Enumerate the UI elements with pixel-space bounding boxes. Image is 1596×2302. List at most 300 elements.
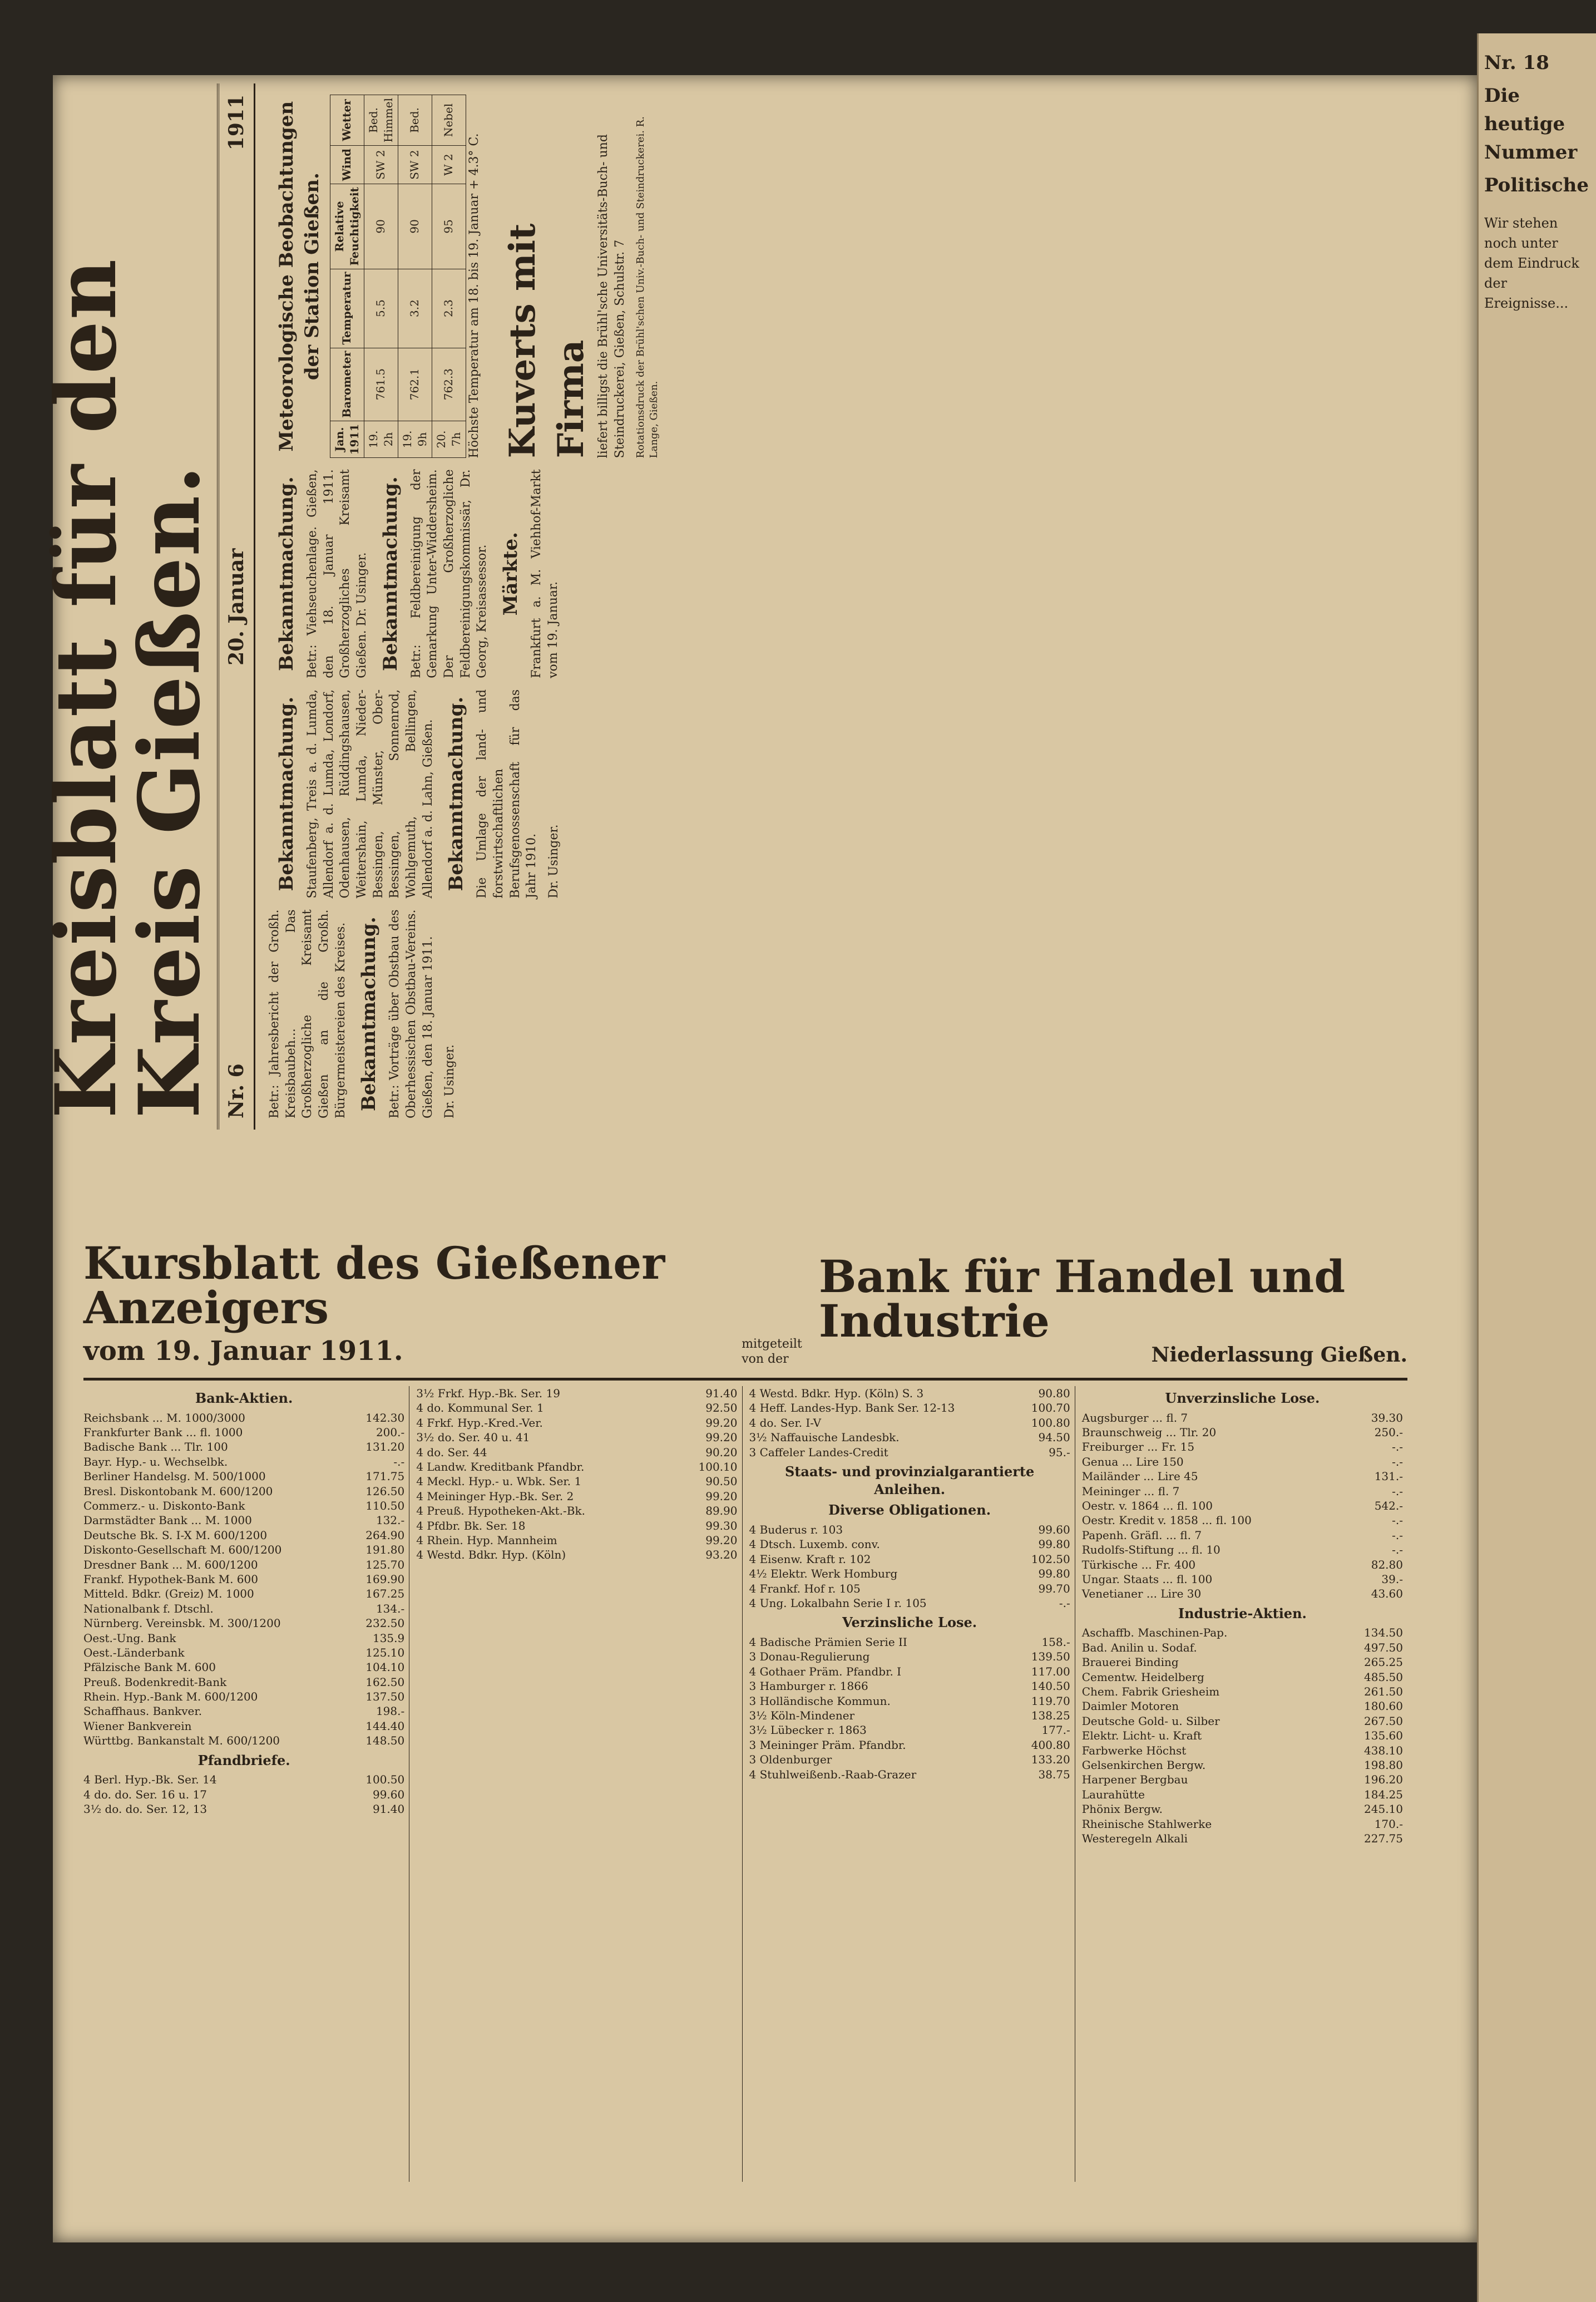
quote-row xyxy=(749,1552,1070,1566)
quote-value: 170.- xyxy=(1374,1817,1403,1831)
quote-value: 264.90 xyxy=(365,1528,405,1542)
column-3-body1: Betr.: Viehseuchenlage. Gießen, den 18. Januar 1911. Großherzogliches Kreisamt Gießen. Dr. Usinger. xyxy=(305,469,369,678)
quote-row xyxy=(416,1533,737,1547)
ad-headline: Kuverts mit Firma xyxy=(502,223,592,459)
quote-row xyxy=(749,1430,1070,1445)
quote-row xyxy=(1082,1817,1403,1831)
quote-row xyxy=(1082,1728,1403,1743)
meteo-header-cell: Barometer xyxy=(330,348,364,421)
quote-row xyxy=(749,1767,1070,1782)
adjacent-body: Wir stehen noch unter dem Eindruck der Ereignisse... xyxy=(1484,215,1579,311)
quote-value: 38.75 xyxy=(1038,1767,1070,1781)
quote-name: 4 Frkf. Hyp.-Kred.-Ver. xyxy=(416,1416,543,1429)
column-2-body2: Die Umlage der land- und forstwirtschaftlichen Berufsgenossenschaft für das Jahr 1910. xyxy=(475,689,539,899)
quote-value: 135.9 xyxy=(372,1631,405,1645)
quote-value: 99.20 xyxy=(705,1416,738,1429)
quote-name: Berliner Handelsg. M. 500/1000 xyxy=(83,1470,266,1483)
quote-row xyxy=(83,1586,404,1601)
quote-name: 4 do. do. Ser. 16 u. 17 xyxy=(83,1787,207,1801)
quote-name: Elektr. Licht- u. Kraft xyxy=(1081,1729,1202,1743)
quote-name: Wiener Bankverein xyxy=(83,1719,192,1733)
pfandbriefe-list xyxy=(83,1772,404,1816)
quote-name: Türkische ... Fr. 400 xyxy=(1081,1557,1196,1571)
kursblatt-branch: Niederlassung Gießen. xyxy=(1151,1343,1407,1367)
column-1-signature: Dr. Usinger. xyxy=(443,1044,457,1118)
column-2-heading2: Bekanntmachung. xyxy=(445,696,468,891)
kursblatt-mitgeteilt: mitgeteilt von der xyxy=(742,1337,802,1366)
quote-name: 3½ Frkf. Hyp.-Bk. Ser. 19 xyxy=(416,1387,560,1400)
verzinsliche-list xyxy=(749,1635,1070,1782)
quote-name: 4 do. Ser. 44 xyxy=(416,1445,487,1459)
quote-name: 3½ do. do. Ser. 12, 13 xyxy=(83,1802,207,1816)
quote-name: Darmstädter Bank ... M. 1000 xyxy=(83,1514,252,1527)
quote-value: 142.30 xyxy=(365,1411,405,1424)
quote-name: Oest.-Länderbank xyxy=(83,1645,185,1659)
column-1 xyxy=(266,909,661,1118)
meteo-cell: SW 2 xyxy=(398,145,432,184)
issue-number: Nr. 6 xyxy=(225,1063,248,1118)
quote-row xyxy=(1082,1787,1403,1802)
quote-row xyxy=(1082,1425,1403,1440)
quote-row xyxy=(1082,1469,1403,1483)
meteo-header-cell: Jan. 1911 xyxy=(330,421,364,458)
quote-name: 4 Rhein. Hyp. Mannheim xyxy=(416,1533,557,1547)
quote-row xyxy=(1082,1831,1403,1846)
kursblatt-grid xyxy=(83,1386,1407,2182)
quote-row xyxy=(1082,1484,1403,1498)
meteo-cell: SW 2 xyxy=(364,145,398,184)
quote-row xyxy=(416,1504,737,1518)
kreisblatt-rotated xyxy=(37,83,1407,1130)
quote-row xyxy=(749,1566,1070,1581)
quote-name: Freiburger ... Fr. 15 xyxy=(1081,1440,1195,1454)
quote-name: 4 Eisenw. Kraft r. 102 xyxy=(749,1552,871,1566)
quote-name: Schaffhaus. Bankver. xyxy=(83,1704,202,1718)
quote-value: 134.50 xyxy=(1364,1626,1403,1640)
quote-name: Diskonto-Gesellschaft M. 600/1200 xyxy=(83,1543,282,1557)
pfandbriefe-title: Pfandbriefe. xyxy=(197,1752,290,1768)
quote-name: Ungar. Staats ... fl. 100 xyxy=(1081,1572,1213,1586)
market-heading: Märkte. xyxy=(499,531,522,616)
quote-value: -.- xyxy=(1392,1440,1403,1454)
quote-value: 265.25 xyxy=(1364,1655,1403,1669)
kurs-col-2 xyxy=(416,1386,742,2182)
quote-value: 100.10 xyxy=(698,1460,738,1473)
quote-row xyxy=(83,1440,404,1454)
column-1-intro: Betr.: Jahresbericht der Großh. Kreisbaubeh... Das Großherzogliche Kreisamt Gießen an die Großh. Bürgermeistereien des Kreises. xyxy=(268,909,348,1118)
quote-row xyxy=(83,1425,404,1440)
quote-value: 139.50 xyxy=(1031,1650,1070,1664)
quote-name: 4 Preuß. Hypotheken-Akt.-Bk. xyxy=(416,1504,585,1518)
diverse-title: Diverse Obligationen. xyxy=(828,1502,991,1519)
quote-name: Gelsenkirchen Bergw. xyxy=(1081,1758,1206,1772)
quote-value: 110.50 xyxy=(365,1499,405,1513)
quote-value: 91.40 xyxy=(372,1802,405,1816)
quote-value: 135.60 xyxy=(1364,1729,1403,1743)
quote-name: 4 Berl. Hyp.-Bk. Ser. 14 xyxy=(83,1773,217,1787)
quote-row xyxy=(83,1411,404,1425)
ad-text: liefert billigst die Brühl'sche Universitäts-Buch- und Steindruckerei, Gießen, Schulstr. 7 xyxy=(596,134,627,459)
quote-name: 3½ Lübecker r. 1863 xyxy=(749,1723,867,1737)
quote-value: 196.20 xyxy=(1364,1773,1403,1787)
quote-name: Bad. Anilin u. Sodaf. xyxy=(1081,1640,1197,1654)
quote-value: 167.25 xyxy=(365,1587,405,1601)
quote-value: 261.50 xyxy=(1364,1684,1403,1698)
quote-name: Harpener Bergbau xyxy=(1081,1773,1188,1787)
quote-name: Pfälzische Bank M. 600 xyxy=(83,1660,216,1674)
quote-value: 99.20 xyxy=(705,1533,738,1547)
quote-row xyxy=(749,1522,1070,1537)
quote-value: -.- xyxy=(1392,1484,1403,1498)
meteo-cell: 3.2 xyxy=(398,269,432,348)
meteo-cell: Nebel xyxy=(432,95,466,145)
quote-row xyxy=(1082,1557,1403,1572)
quote-row xyxy=(1082,1802,1403,1816)
quote-value: 100.50 xyxy=(365,1773,405,1787)
meteo-cell: 761.5 xyxy=(364,348,398,421)
quote-name: Augsburger ... fl. 7 xyxy=(1081,1411,1188,1424)
quote-row xyxy=(1082,1411,1403,1425)
quote-value: 180.60 xyxy=(1364,1699,1403,1713)
meteo-header-cell: Relative Feuchtigkeit xyxy=(330,184,364,269)
kurs-col-3 xyxy=(749,1386,1075,2182)
quote-name: 4 Westd. Bdkr. Hyp. (Köln) xyxy=(416,1548,566,1562)
quote-row xyxy=(1082,1455,1403,1469)
quote-name: 4½ Elektr. Werk Homburg xyxy=(749,1567,898,1581)
quote-value: 144.40 xyxy=(365,1719,405,1733)
quote-row xyxy=(749,1416,1070,1430)
quote-value: 119.70 xyxy=(1031,1694,1070,1708)
quote-row xyxy=(416,1547,737,1562)
industrie-title: Industrie-Aktien. xyxy=(1178,1605,1307,1621)
quote-value: 250.- xyxy=(1374,1426,1403,1440)
quote-value: 133.20 xyxy=(1031,1753,1070,1767)
quote-name: 4 do. Kommunal Ser. 1 xyxy=(416,1401,544,1415)
masthead-title: Kreisblatt für den Kreis Gießen. xyxy=(37,258,219,1118)
kursblatt-bank: Bank für Handel und Industrie xyxy=(818,1250,1346,1347)
quote-row xyxy=(1082,1498,1403,1513)
quote-name: Deutsche Gold- u. Silber xyxy=(1081,1714,1220,1728)
unverzinsliche-title: Unverzinsliche Lose. xyxy=(1165,1390,1320,1406)
quote-name: Bresl. Diskontobank M. 600/1200 xyxy=(83,1484,273,1498)
quote-value: 191.80 xyxy=(365,1543,405,1557)
quote-row xyxy=(83,1802,404,1816)
quote-row xyxy=(1082,1640,1403,1655)
quote-row xyxy=(749,1401,1070,1415)
quote-row xyxy=(83,1484,404,1498)
quote-value: 99.20 xyxy=(705,1489,738,1503)
quote-row xyxy=(416,1430,737,1445)
quote-value: 95.- xyxy=(1049,1445,1070,1459)
quote-row xyxy=(749,1596,1070,1610)
quote-value: 171.75 xyxy=(365,1470,405,1483)
quote-row xyxy=(749,1679,1070,1693)
quote-name: 4 Meckl. Hyp.- u. Wbk. Ser. 1 xyxy=(416,1475,582,1488)
kursblatt-date: vom 19. Januar 1911. xyxy=(83,1335,403,1367)
quote-value: 131.20 xyxy=(365,1440,405,1454)
quote-row xyxy=(1082,1699,1403,1713)
quote-row xyxy=(83,1528,404,1542)
quote-value: 89.90 xyxy=(705,1504,738,1518)
quote-value: 99.80 xyxy=(1038,1537,1070,1551)
quote-row xyxy=(749,1723,1070,1737)
quote-value: 82.80 xyxy=(1371,1557,1403,1571)
quote-name: 4 Frankf. Hof r. 105 xyxy=(749,1581,861,1595)
quote-row xyxy=(83,1675,404,1689)
quote-row xyxy=(1082,1758,1403,1772)
quote-value: 438.10 xyxy=(1364,1743,1403,1757)
quote-name: Papenh. Gräfl. ... fl. 7 xyxy=(1081,1528,1202,1542)
quote-row xyxy=(416,1386,737,1401)
quote-row xyxy=(416,1519,737,1533)
quote-name: Venetianer ... Lire 30 xyxy=(1081,1587,1202,1601)
issue-year: 1911 xyxy=(225,95,248,151)
industrie-list xyxy=(1082,1625,1403,1846)
quote-name: Chem. Fabrik Griesheim xyxy=(1081,1684,1220,1698)
quote-name: Preuß. Bodenkredit-Bank xyxy=(83,1675,227,1689)
meteo-row xyxy=(364,95,398,457)
quote-row xyxy=(1082,1528,1403,1542)
quote-value: -.- xyxy=(1059,1596,1070,1610)
meteo-cell: 762.3 xyxy=(432,348,466,421)
quote-value: 104.10 xyxy=(365,1660,405,1674)
quote-name: Dresdner Bank ... M. 600/1200 xyxy=(83,1557,258,1571)
quote-row xyxy=(749,1664,1070,1679)
adjacent-page-text xyxy=(1479,33,1596,338)
quote-name: Frankf. Hypothek-Bank M. 600 xyxy=(83,1572,258,1586)
quote-value: 39.- xyxy=(1381,1572,1403,1586)
quote-value: 198.- xyxy=(375,1704,405,1718)
quote-name: Frankfurter Bank ... fl. 1000 xyxy=(83,1426,243,1440)
quote-row xyxy=(83,1572,404,1586)
quote-name: Badische Bank ... Tlr. 100 xyxy=(83,1440,228,1454)
quote-row xyxy=(1082,1542,1403,1557)
quote-row xyxy=(83,1772,404,1787)
quote-row xyxy=(749,1537,1070,1551)
quote-name: Westeregeln Alkali xyxy=(1081,1831,1188,1845)
column-3-body2: Betr.: Feldbereinigung der Gemarkung Unter-Widdersheim. Der Großherzogliche Feldbereinigungskommissär, Dr. Georg, Kreisassessor. xyxy=(409,469,490,678)
quote-row xyxy=(749,1386,1070,1401)
quote-row xyxy=(749,1708,1070,1723)
quote-row xyxy=(416,1401,737,1415)
quote-name: 3½ Naffauische Landesbk. xyxy=(749,1431,900,1445)
quote-value: 148.50 xyxy=(365,1734,405,1748)
quote-name: Brauerei Binding xyxy=(1081,1655,1179,1669)
quote-name: 4 Buderus r. 103 xyxy=(749,1522,843,1536)
quote-name: 3 Caffeler Landes-Credit xyxy=(749,1445,888,1459)
quote-row xyxy=(416,1474,737,1488)
quote-value: 497.50 xyxy=(1364,1640,1403,1654)
masthead xyxy=(37,83,219,1130)
quote-value: 227.75 xyxy=(1364,1831,1403,1845)
quote-value: 184.25 xyxy=(1364,1787,1403,1801)
quote-row xyxy=(749,1581,1070,1596)
quote-name: 3 Donau-Regulierung xyxy=(749,1650,870,1664)
quote-value: 125.10 xyxy=(365,1645,405,1659)
quote-row xyxy=(749,1649,1070,1664)
issue-date: 20. Januar xyxy=(225,548,248,666)
printer-line: Rotationsdruck der Brühl'schen Univ.-Buch- und Steindruckerei. R. Lange, Gießen. xyxy=(634,116,660,459)
quote-value: 158.- xyxy=(1041,1635,1070,1649)
kreisblatt-section xyxy=(37,83,1407,1130)
quote-row xyxy=(83,1498,404,1513)
column-2-heading: Bekanntmachung. xyxy=(275,696,298,891)
dateline xyxy=(219,83,255,1130)
quote-name: 4 Heff. Landes-Hyp. Bank Ser. 12-13 xyxy=(749,1401,955,1415)
quote-value: 140.50 xyxy=(1031,1679,1070,1693)
column-3-heading2: Bekanntmachung. xyxy=(379,476,402,671)
quote-row xyxy=(1082,1684,1403,1699)
quote-value: 125.70 xyxy=(365,1557,405,1571)
quote-name: Mailänder ... Lire 45 xyxy=(1081,1470,1198,1483)
quote-name: Mitteld. Bdkr. (Greiz) M. 1000 xyxy=(83,1587,254,1601)
quote-name: 3½ Köln-Mindener xyxy=(749,1708,855,1722)
quote-row xyxy=(83,1704,404,1718)
quote-row xyxy=(83,1645,404,1660)
quote-row xyxy=(416,1445,737,1460)
column-2-signature: Dr. Usinger. xyxy=(547,824,561,899)
meteo-header-cell: Wind xyxy=(330,145,364,184)
quote-row xyxy=(749,1738,1070,1752)
quote-value: 102.50 xyxy=(1031,1552,1070,1566)
meteo-note: Höchste Temperatur am 18. bis 19. Januar + 4.3° C. xyxy=(467,133,481,459)
quote-name: 3 Oldenburger xyxy=(749,1753,832,1767)
quote-name: Farbwerke Höchst xyxy=(1081,1743,1187,1757)
quote-value: 138.25 xyxy=(1031,1708,1070,1722)
quote-name: Württbg. Bankanstalt M. 600/1200 xyxy=(83,1734,280,1748)
meteo-cell: 20. 7h xyxy=(432,421,466,458)
quote-row xyxy=(749,1445,1070,1460)
quote-value: 99.70 xyxy=(1038,1581,1070,1595)
quote-value: 99.60 xyxy=(372,1787,405,1801)
market-body: Frankfurt a. M. Viehhof-Markt vom 19. Januar. xyxy=(529,469,560,678)
meteo-cell: W 2 xyxy=(432,145,466,184)
quote-row xyxy=(416,1460,737,1474)
kursblatt xyxy=(83,1237,1407,2220)
column-1-body: Betr.: Vorträge über Obstbau des Oberhessischen Obstbau-Vereins. Gießen, den 18. Januar 1911. xyxy=(388,909,435,1118)
quote-value: 177.- xyxy=(1041,1723,1070,1737)
quote-row xyxy=(749,1635,1070,1649)
quote-row xyxy=(1082,1655,1403,1669)
meteo-cell: 19. 2h xyxy=(364,421,398,458)
quote-value: 267.50 xyxy=(1364,1714,1403,1728)
quote-name: 4 Westd. Bdkr. Hyp. (Köln) S. 3 xyxy=(749,1387,924,1400)
quote-row xyxy=(1082,1513,1403,1527)
quote-value: 90.50 xyxy=(705,1475,738,1488)
quote-name: 4 Dtsch. Luxemb. conv. xyxy=(749,1537,880,1551)
quote-value: 94.50 xyxy=(1038,1431,1070,1445)
quote-name: 4 Meininger Hyp.-Bk. Ser. 2 xyxy=(416,1489,574,1503)
quote-name: Laurahütte xyxy=(1081,1787,1145,1801)
quote-value: -.- xyxy=(1392,1455,1403,1468)
quote-value: 198.80 xyxy=(1364,1758,1403,1772)
quote-value: -.- xyxy=(393,1455,405,1468)
quote-value: 99.60 xyxy=(1038,1522,1070,1536)
quote-value: 126.50 xyxy=(365,1484,405,1498)
meteo-row xyxy=(432,95,466,457)
meteo-header-cell: Wetter xyxy=(330,95,364,145)
quote-value: 99.30 xyxy=(705,1519,738,1532)
quote-value: 200.- xyxy=(375,1426,405,1440)
quote-value: 162.50 xyxy=(365,1675,405,1689)
quote-value: 485.50 xyxy=(1364,1670,1403,1684)
quote-row xyxy=(83,1631,404,1645)
quote-name: Oest.-Ung. Bank xyxy=(83,1631,176,1645)
meteo-cell: 90 xyxy=(364,184,398,269)
quote-name: Daimler Motoren xyxy=(1081,1699,1179,1713)
quote-name: 4 do. Ser. I-V xyxy=(749,1416,822,1429)
bank-aktien-title: Bank-Aktien. xyxy=(195,1390,293,1406)
column-2 xyxy=(266,689,661,899)
quote-name: Meininger ... fl. 7 xyxy=(1081,1484,1180,1498)
quote-value: 100.80 xyxy=(1031,1416,1070,1429)
meteo-cell: 762.1 xyxy=(398,348,432,421)
quote-row xyxy=(1082,1670,1403,1684)
quote-row xyxy=(416,1489,737,1504)
quote-value: 117.00 xyxy=(1031,1664,1070,1678)
quote-row xyxy=(416,1416,737,1430)
bank-aktien-list xyxy=(83,1411,404,1748)
quote-value: 131.- xyxy=(1374,1470,1403,1483)
quote-name: Cementw. Heidelberg xyxy=(1081,1670,1204,1684)
quote-value: 99.20 xyxy=(705,1431,738,1445)
quote-value: 39.30 xyxy=(1371,1411,1403,1424)
quote-name: Oestr. Kredit v. 1858 ... fl. 100 xyxy=(1081,1514,1252,1527)
kurs-col-1 xyxy=(83,1386,409,2182)
verzinsliche-title: Verzinsliche Lose. xyxy=(842,1614,977,1631)
quote-name: Rhein. Hyp.-Bank M. 600/1200 xyxy=(83,1690,258,1704)
kurs-col-4 xyxy=(1082,1386,1407,2182)
quote-row xyxy=(83,1455,404,1469)
quote-value: 542.- xyxy=(1374,1499,1403,1513)
quote-name: Rheinische Stahlwerke xyxy=(1081,1817,1212,1831)
adjacent-heading: Die heutige Nummer xyxy=(1484,85,1578,164)
diverse-list xyxy=(749,1522,1070,1610)
quote-name: 4 Landw. Kreditbank Pfandbr. xyxy=(416,1460,585,1473)
adjacent-number: Nr. 18 xyxy=(1484,52,1549,74)
quote-name: 3½ do. Ser. 40 u. 41 xyxy=(416,1431,530,1445)
quote-name: 4 Gothaer Präm. Pfandbr. I xyxy=(749,1664,902,1678)
quote-value: 92.50 xyxy=(705,1401,738,1415)
quote-name: Nürnberg. Vereinsbk. M. 300/1200 xyxy=(83,1616,281,1630)
quote-name: Phönix Bergw. xyxy=(1081,1802,1163,1816)
unverzinsliche-list xyxy=(1082,1411,1403,1601)
quote-name: Nationalbank f. Dtschl. xyxy=(83,1601,214,1615)
quote-name: Oestr. v. 1864 ... fl. 100 xyxy=(1081,1499,1213,1513)
adjacent-section: Politische xyxy=(1484,174,1589,196)
quote-row xyxy=(1082,1572,1403,1586)
quote-row xyxy=(83,1601,404,1616)
quote-value: 137.50 xyxy=(365,1690,405,1704)
column-3 xyxy=(266,469,661,678)
column-3-heading1: Bekanntmachung. xyxy=(275,476,298,671)
quote-row xyxy=(1082,1743,1403,1758)
quote-value: 400.80 xyxy=(1031,1738,1070,1752)
quote-name: Braunschweig ... Tlr. 20 xyxy=(1081,1426,1217,1440)
quote-value: 132.- xyxy=(375,1514,405,1527)
column-2-body: Staufenberg, Treis a. d. Lumda, Allendorf a. d. Lumda, Londorf, Odenhausen, Rüddingshausen, Weitershain, Lumda, Nieder-Bessingen, Münster, Ober-Bessingen, Sonnenrod, Wohlgemuth, Bellingen, Allendorf a. d. Lahn, Gießen. xyxy=(305,689,435,899)
quote-row xyxy=(83,1557,404,1572)
quote-name: Bayr. Hyp.- u. Wechselbk. xyxy=(83,1455,228,1468)
meteo-cell: 5.5 xyxy=(364,269,398,348)
quote-row xyxy=(1082,1772,1403,1787)
quote-value: 90.80 xyxy=(1038,1387,1070,1400)
quote-name: Commerz.- u. Diskonto-Bank xyxy=(83,1499,245,1513)
quote-row xyxy=(83,1660,404,1674)
quote-row xyxy=(1082,1714,1403,1728)
quote-name: 4 Badische Prämien Serie II xyxy=(749,1635,907,1649)
columns xyxy=(255,83,672,1130)
